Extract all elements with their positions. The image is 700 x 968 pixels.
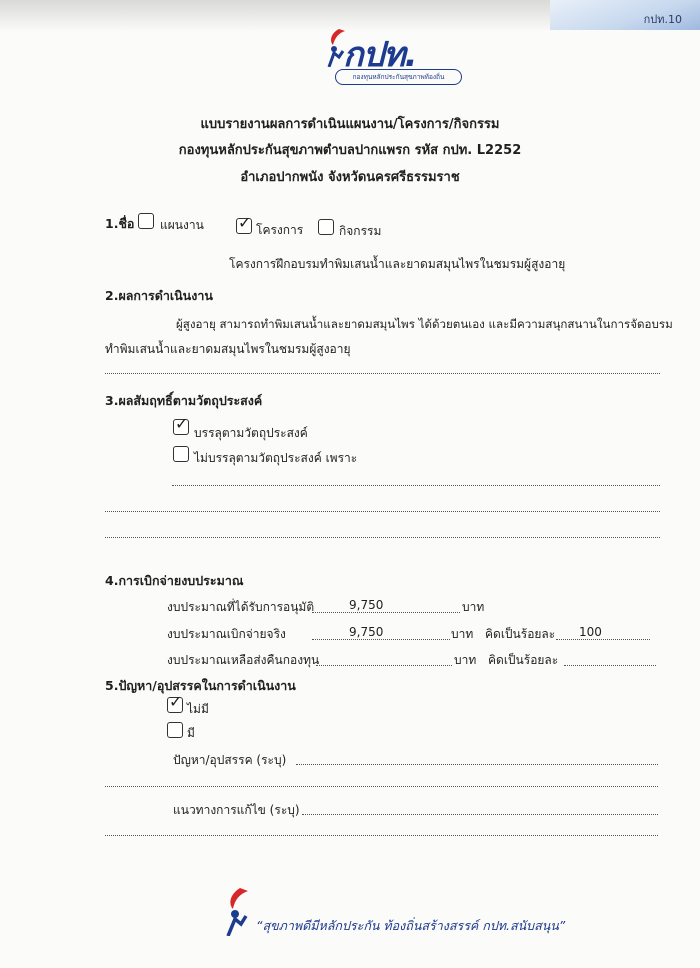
dotted-line (105, 786, 658, 787)
check-icon: ✓ (238, 213, 252, 232)
dotted-line (564, 665, 656, 666)
form-code: กปท.10 (643, 13, 682, 26)
percent-label: คิดเป็นร้อยละ (488, 653, 559, 667)
dotted-line (316, 665, 452, 666)
spent-label: งบประมาณเบิกจ่ายจริง (167, 627, 286, 641)
scan-shadow (0, 0, 560, 32)
dotted-line (105, 511, 660, 512)
logo-title: กปท. (343, 35, 417, 75)
footer-slogan: “สุขภาพดีมีหลักประกัน ท้องถิ่นสร้างสรรค์ กปท.สนับสนุน” (256, 918, 566, 933)
fund-name: กองทุนหลักประกันสุขภาพตำบลปากแพรก รหัส กปท. L2252 (178, 143, 522, 158)
dotted-line (172, 485, 660, 486)
baht-label: บาท (462, 600, 485, 614)
dotted-line (312, 639, 450, 640)
checkbox-has-problem[interactable] (167, 722, 183, 738)
dotted-line (105, 537, 660, 538)
approved-value: 9,750 (349, 598, 384, 612)
logo-subtitle: กองทุนหลักประกันสุขภาพท้องถิ่น (335, 69, 462, 85)
dotted-line (105, 835, 658, 836)
checkbox-activity[interactable] (318, 219, 334, 235)
approved-label: งบประมาณที่ได้รับการอนุมัติ (167, 600, 315, 614)
problem-label: ปัญหา/อุปสรรค (ระบุ) (173, 753, 287, 767)
checkbox-no-problem[interactable] (167, 692, 183, 713)
baht-label: บาท (451, 627, 474, 641)
report-title: แบบรายงานผลการดำเนินแผนงาน/โครงการ/กิจกรรม (200, 117, 500, 132)
option-project-label: โครงการ (256, 223, 304, 237)
baht-label: บาท (454, 653, 477, 667)
dotted-line (296, 764, 658, 765)
checkbox-plan[interactable] (138, 213, 154, 229)
spent-value: 9,750 (349, 625, 384, 639)
dotted-line (312, 612, 460, 613)
project-name: โครงการฝึกอบรมทำพิมเสนน้ำและยาดมสมุนไพรในชมรมผู้สูงอายุ (229, 257, 566, 271)
result-line-2: ทำพิมเสนน้ำและยาดมสมุนไพรในชมรมผู้สูงอายุ (105, 342, 351, 356)
check-icon: ✓ (175, 414, 189, 433)
option-activity-label: กิจกรรม (339, 224, 382, 238)
section5-title: 5.ปัญหา/อุปสรรคในการดำเนินงาน (105, 678, 296, 693)
check-icon: ✓ (169, 692, 183, 711)
section2-title: 2.ผลการดำเนินงาน (105, 288, 213, 303)
returned-label: งบประมาณเหลือส่งคืนกองทุน (167, 653, 320, 667)
no-problem-label: ไม่มี (187, 702, 209, 716)
location: อำเภอปากพนัง จังหวัดนครศรีธรรมราช (240, 170, 460, 185)
checkbox-project[interactable] (236, 213, 252, 234)
checkbox-not-achieved[interactable] (173, 446, 189, 462)
footer-runner-icon (224, 886, 250, 936)
checkbox-achieved[interactable] (173, 414, 189, 435)
dotted-line (556, 639, 650, 640)
spent-percent: 100 (579, 625, 602, 639)
solution-label: แนวทางการแก้ไข (ระบุ) (173, 803, 300, 817)
has-problem-label: มี (187, 726, 195, 740)
section3-title: 3.ผลสัมฤทธิ์ตามวัตถุประสงค์ (105, 393, 263, 408)
achieved-label: บรรลุตามวัตถุประสงค์ (194, 426, 308, 440)
percent-label: คิดเป็นร้อยละ (485, 627, 556, 641)
fund-logo (325, 25, 465, 85)
option-plan-label: แผนงาน (160, 218, 204, 232)
result-line-1: ผู้สูงอายุ สามารถทำพิมเสนน้ำและยาดมสมุนไพร ได้ด้วยตนเอง และมีความสนุกสนานในการจัดอบรม (176, 317, 673, 331)
section1-label: 1.ชื่อ (105, 216, 135, 231)
dotted-line (105, 373, 660, 374)
not-achieved-label: ไม่บรรลุตามวัตถุประสงค์ เพราะ (194, 451, 358, 465)
dotted-line (302, 814, 658, 815)
section4-title: 4.การเบิกจ่ายงบประมาณ (105, 573, 244, 588)
